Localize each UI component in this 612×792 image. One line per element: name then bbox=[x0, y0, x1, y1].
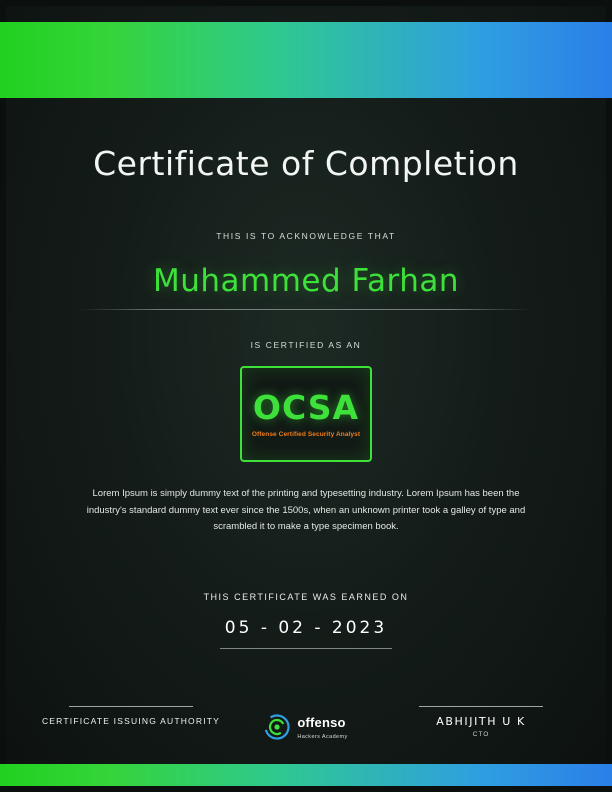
top-gradient-band bbox=[0, 22, 612, 98]
signature-line-right bbox=[419, 706, 543, 707]
issuing-authority-label: CERTIFICATE ISSUING AUTHORITY bbox=[41, 716, 221, 726]
badge-subtitle: Offense Certified Security Analyst bbox=[251, 430, 361, 438]
signatory-name: ABHIJITH U K bbox=[436, 715, 526, 728]
signature-row bbox=[0, 706, 612, 740]
signature-issuing-authority bbox=[40, 706, 222, 728]
organization-logo bbox=[222, 706, 390, 740]
certification-badge bbox=[240, 366, 372, 462]
certificate-body-text: Lorem Ipsum is simply dummy text of the printing and typesetting industry. Lorem Ipsum has been the industry's standard dummy text ever since the 1500s, when an unknown printer took a galley of type and scrambled it to make a type specimen book. bbox=[86, 488, 526, 533]
certificate-content bbox=[0, 98, 612, 764]
bottom-gradient-band bbox=[0, 764, 612, 786]
signatory-role: CTO bbox=[472, 731, 490, 738]
date-underline bbox=[220, 648, 392, 649]
logo-name: offenso bbox=[297, 715, 346, 730]
certified-as-label: IS CERTIFIED AS AN bbox=[250, 340, 362, 350]
logo-tagline: Hackers Academy bbox=[297, 734, 348, 740]
earned-on-label: THIS CERTIFICATE WAS EARNED ON bbox=[203, 591, 409, 602]
offenso-logo-icon bbox=[264, 714, 290, 740]
acknowledge-label: THIS IS TO ACKNOWLEDGE THAT bbox=[216, 231, 396, 241]
signature-cto bbox=[390, 706, 572, 738]
signature-line-left bbox=[69, 706, 193, 707]
page-title: Certificate of Completion bbox=[93, 144, 519, 183]
earned-on-date: 05 - 02 - 2023 bbox=[224, 617, 388, 638]
recipient-underline bbox=[80, 309, 532, 310]
recipient-name: Muhammed Farhan bbox=[152, 263, 459, 299]
badge-code: OCSA bbox=[252, 387, 360, 427]
